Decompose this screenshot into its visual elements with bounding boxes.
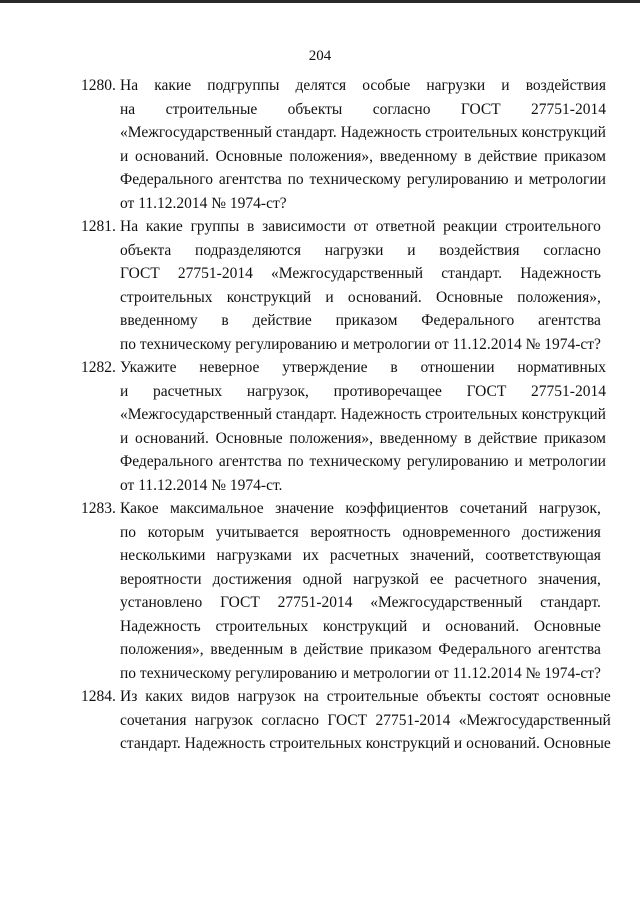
question-item-1282 [81, 356, 606, 497]
question-text [120, 356, 606, 497]
text-line: ГОСТ 27751-2014 «Межгосударственный стандарт. Надежность [120, 265, 601, 282]
text-line: по техническому регулированию и метрологии от 11.12.2014 № 1974-ст? [120, 335, 601, 353]
text-line: установлено ГОСТ 27751-2014 «Межгосударственный стандарт. [120, 594, 601, 611]
text-line: «Межгосударственный стандарт. Надежность строительных конструкций [120, 406, 606, 423]
text-line: по которым учитывается вероятность одновременного достижения [120, 523, 601, 541]
text-line: Надежность строительных конструкций и оснований. Основные [120, 617, 601, 635]
text-line: на строительные объекты согласно ГОСТ 27751-2014 [120, 100, 606, 118]
question-item-1280 [81, 74, 606, 215]
question-item-1281 [81, 215, 601, 356]
question-item-1284 [81, 685, 611, 756]
text-line: и оснований. Основные положения», введенному в действие приказом [120, 147, 606, 165]
text-line: от 11.12.2014 № 1974-ст. [120, 476, 283, 494]
text-line: Какое максимальное значение коэффициентов сочетаний нагрузок, [120, 500, 601, 517]
question-text [120, 74, 606, 215]
text-line: На какие подгруппы делятся особые нагрузки и воздействия [120, 77, 606, 94]
page-number: 204 [308, 48, 332, 64]
text-line: На какие группы в зависимости от ответной реакции строительного [120, 218, 601, 235]
text-line: и оснований. Основные положения», введенному в действие приказом [120, 429, 606, 447]
text-line: сочетания нагрузок согласно ГОСТ 27751-2014 «Межгосударственный [120, 711, 611, 729]
text-line: «Межгосударственный стандарт. Надежность строительных конструкций [120, 124, 606, 141]
question-number: 1281. [81, 218, 116, 235]
text-line: вероятности достижения одной нагрузкой ее расчетного значения, [120, 570, 601, 588]
text-line: Федерального агентства по техническому регулированию и метрологии [120, 453, 606, 470]
text-line: от 11.12.2014 № 1974-ст? [120, 194, 287, 212]
text-line: и расчетных нагрузок, противоречащее ГОСТ 27751-2014 [120, 382, 606, 400]
question-text [120, 215, 601, 356]
question-text [120, 685, 611, 756]
question-number: 1284. [81, 688, 116, 705]
question-item-1283 [81, 497, 601, 685]
text-line: по техническому регулированию и метрологии от 11.12.2014 № 1974-ст? [120, 664, 601, 682]
question-number: 1280. [81, 77, 116, 94]
text-line: объекта подразделяются нагрузки и воздействия согласно [120, 241, 601, 259]
text-line: несколькими нагрузками их расчетных значений, соответствующая [120, 547, 601, 564]
text-line: Из каких видов нагрузок на строительные объекты состоят основные [120, 688, 611, 705]
text-line: положения», введенным в действие приказом Федерального агентства [120, 641, 601, 658]
text-line: введенному в действие приказом Федерального агентства [120, 312, 601, 329]
text-line: Укажите неверное утверждение в отношении нормативных [120, 359, 606, 376]
text-line: Федерального агентства по техническому регулированию и метрологии [120, 171, 606, 188]
text-line: строительных конструкций и оснований. Основные положения», [120, 288, 601, 306]
question-list [81, 74, 611, 756]
question-text [120, 497, 601, 685]
text-line: стандарт. Надежность строительных конструкций и оснований. Основные [120, 735, 611, 752]
question-number: 1282. [81, 359, 116, 376]
top-border-line [0, 0, 640, 3]
question-number: 1283. [81, 500, 116, 517]
